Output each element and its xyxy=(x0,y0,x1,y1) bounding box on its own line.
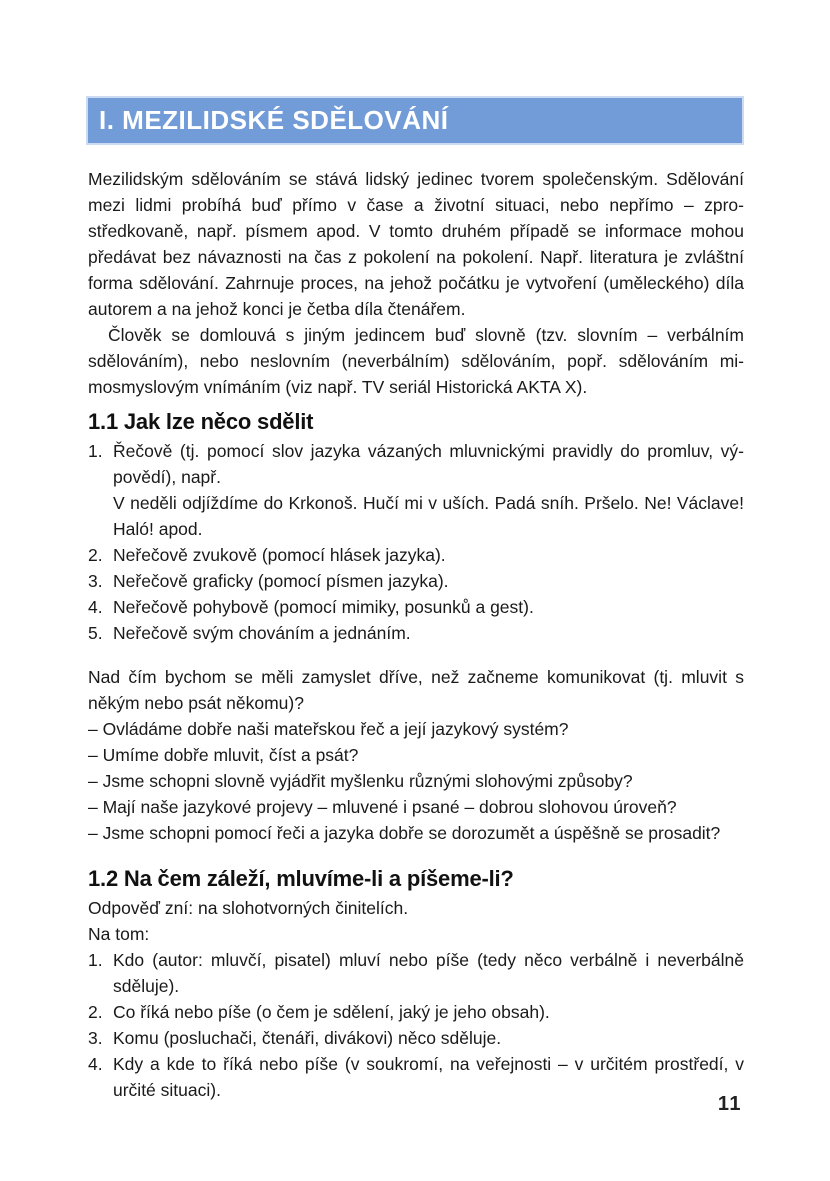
page-body xyxy=(88,166,744,1103)
list-item-number: 4. xyxy=(88,1054,103,1074)
list-item-text: Řečově (tj. pomocí slov jazyka vázaných mluvnickými pravidly do promluv, výpovědí), např. xyxy=(113,441,744,487)
chapter-banner xyxy=(86,96,744,145)
communication-methods-list xyxy=(88,438,744,646)
question-line: – Jsme schopni slovně vyjádřit myšlenku různými slohovými způsoby? xyxy=(88,771,633,791)
list-item xyxy=(88,1051,744,1103)
list-item-text: Neřečově zvukově (pomocí hlásek jazyka). xyxy=(113,545,446,565)
answer-line: Odpověď zní: na slohotvorných činitelích. xyxy=(88,898,409,918)
list-item xyxy=(88,568,744,594)
question-line: – Ovládáme dobře naši mateřskou řeč a její jazykový systém? xyxy=(88,719,569,739)
list-item-number: 1. xyxy=(88,441,103,461)
chapter-title: I. MEZILIDSKÉ SDĚLOVÁNÍ xyxy=(99,105,449,135)
list-item-text: Kdo (autor: mluvčí, pisatel) mluví nebo píše (tedy něco verbálně i neverbálně sděluje). xyxy=(113,950,744,996)
list-item-number: 3. xyxy=(88,1028,103,1048)
list-item-text: Neřečově svým chováním a jednáním. xyxy=(113,623,411,643)
list-item xyxy=(88,620,744,646)
list-item-text: Neřečově pohybově (pomocí mimiky, posunků a gest). xyxy=(113,597,534,617)
list-item-number: 1. xyxy=(88,950,103,970)
page-number: 11 xyxy=(717,1093,742,1115)
list-item-text: Co říká nebo píše (o čem je sdělení, jaký je jeho obsah). xyxy=(113,1002,550,1022)
list-item xyxy=(88,438,744,542)
list-item-number: 4. xyxy=(88,597,103,617)
list-item-number: 3. xyxy=(88,571,103,591)
list-item xyxy=(88,594,744,620)
section-1-1-heading: 1.1 Jak lze něco sdělit xyxy=(88,409,314,434)
list-item xyxy=(88,1025,744,1051)
list-item-number: 5. xyxy=(88,623,103,643)
list-item xyxy=(88,999,744,1025)
list-item xyxy=(88,947,744,999)
intro-paragraph-1: Mezilidským sdělováním se stává lidský jedinec tvorem společenským. Sdělování mezi lidmi probíhá buď přímo v čase a životní situaci, nebo nepřímo – zprostředkovaně, např. písmem apod. V tomto druhém případě se informace mohou předávat bez návaznosti na čas z pokolení na pokolení. Např. literatura je zvláštní forma sdělování. Zahrnuje proces, na jehož počátku je vytvoření (uměleckého) díla autorem a na jehož konci je četba díla čtenářem. xyxy=(88,169,744,319)
question-line: – Umíme dobře mluvit, číst a psát? xyxy=(88,745,359,765)
section-1-2-heading: 1.2 Na čem záleží, mluvíme-li a píšeme-li? xyxy=(88,866,514,891)
list-item-example: V neděli odjíždíme do Krkonoš. Hučí mi v uších. Padá sníh. Pršelo. Ne! Václave! Haló! apod. xyxy=(113,493,744,539)
questions-intro: Nad čím bychom se měli zamyslet dříve, než začneme komunikovat (tj. mluvit s někým nebo psát někomu)? xyxy=(88,667,744,713)
list-item-number: 2. xyxy=(88,545,103,565)
list-item-number: 2. xyxy=(88,1002,103,1022)
list-item-text: Komu (posluchači, čtenáři, divákovi) něco sděluje. xyxy=(113,1028,502,1048)
list-item-text: Neřečově graficky (pomocí písmen jazyka). xyxy=(113,571,449,591)
list-item-text: Kdy a kde to říká nebo píše (v soukromí, na veřejnosti – v určitém prostředí, v určité situaci). xyxy=(113,1054,744,1100)
list-item xyxy=(88,542,744,568)
question-line: – Mají naše jazykové projevy – mluvené i psané – dobrou slohovou úroveň? xyxy=(88,797,677,817)
question-line: – Jsme schopni pomocí řeči a jazyka dobře se dorozumět a úspěšně se prosadit? xyxy=(88,823,721,843)
lead-line: Na tom: xyxy=(88,924,150,944)
style-factors-list xyxy=(88,947,744,1103)
intro-paragraph-2: Člověk se domlouvá s jiným jedincem buď slovně (tzv. slovním – verbálním sdělováním), nebo neslovním (neverbálním) sdělováním, popř. sdělováním mimosmyslovým vnímáním (viz např. TV seriál Historická AKTA X). xyxy=(88,325,744,397)
